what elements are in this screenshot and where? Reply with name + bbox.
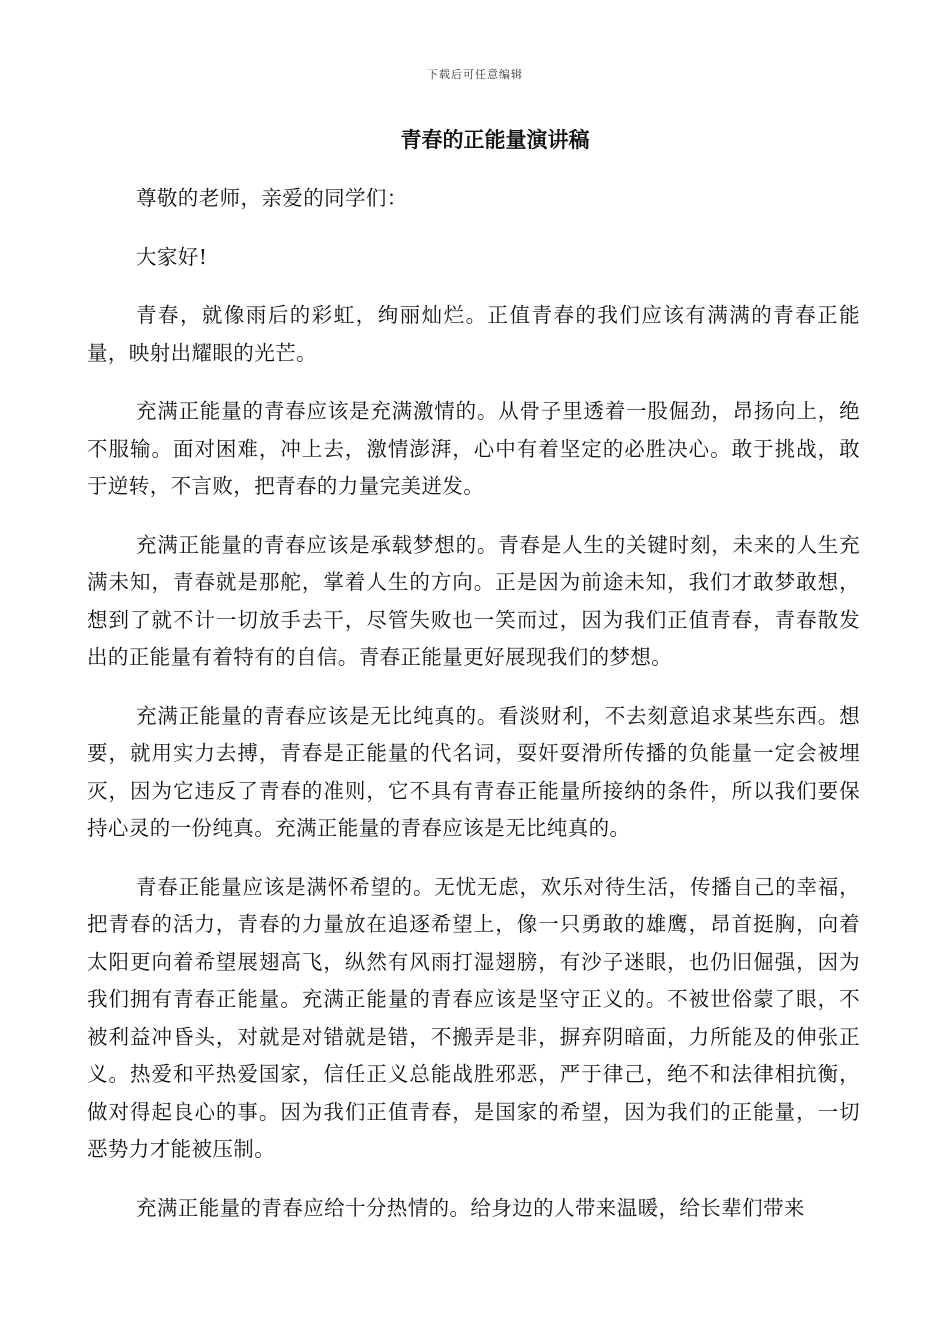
paragraph-dream: 充满正能量的青春应该是承载梦想的。青春是人生的关键时刻，未来的人生充满未知，青春就是那舵，掌着人生的方向。正是因为前途未知，我们才敢梦敢想，想到了就不计一切放手去干，尽管失败也一笑而过，因为我们正值青春，青春散发出的正能量有着特有的自信。青春正能量更好展现我们的梦想。 (87, 532, 860, 669)
paragraph-warmth: 充满正能量的青春应给十分热情的。给身边的人带来温暖，给长辈们带来 (136, 1195, 805, 1220)
header-note: 下载后可任意编辑 (427, 68, 523, 81)
document-body (87, 180, 860, 1248)
paragraph-passion: 充满正能量的青春应该是充满激情的。从骨子里透着一股倔劲，昂扬向上，绝不服输。面对困难，冲上去，激情澎湃，心中有着坚定的必胜决心。敢于挑战，敢于逆转，不言败，把青春的力量完美迸发。 (87, 399, 860, 498)
salutation: 尊敬的老师，亲爱的同学们： (136, 186, 408, 210)
paragraph-hope-justice: 青春正能量应该是满怀希望的。无忧无虑，欢乐对待生活，传播自己的幸福，把青春的活力，青春的力量放在追逐希望上，像一只勇敢的雄鹰，昂首挺胸，向着太阳更向着希望展翅高飞，纵然有风雨打湿翅膀，有沙子迷眼，也仍旧倔强，因为我们拥有青春正能量。充满正能量的青春应该是坚守正义的。不被世俗蒙了眼，不被利益冲昏头，对就是对错就是错，不搬弄是非，摒弃阴暗面，力所能及的伸张正义。热爱和平热爱国家，信任正义总能战胜邪恶，严于律己，绝不和法律相抗衡，做对得起良心的事。因为我们正值青春，是国家的希望，因为我们的正能量，一切恶势力才能被压制。 (87, 874, 860, 1161)
greeting: 大家好! (136, 244, 208, 269)
paragraph-purity: 充满正能量的青春应该是无比纯真的。看淡财利，不去刻意追求某些东西。想要，就用实力去搏，青春是正能量的代名词，耍奸耍滑所传播的负能量一定会被埋灭，因为它违反了青春的准则，它不具有青春正能量所接纳的条件，所以我们要保持心灵的一份纯真。充满正能量的青春应该是无比纯真的。 (87, 703, 860, 840)
paragraph-intro: 青春，就像雨后的彩虹，绚丽灿烂。正值青春的我们应该有满满的青春正能量，映射出耀眼的光芒。 (87, 303, 860, 365)
document-title: 青春的正能量演讲稿 (400, 127, 590, 152)
